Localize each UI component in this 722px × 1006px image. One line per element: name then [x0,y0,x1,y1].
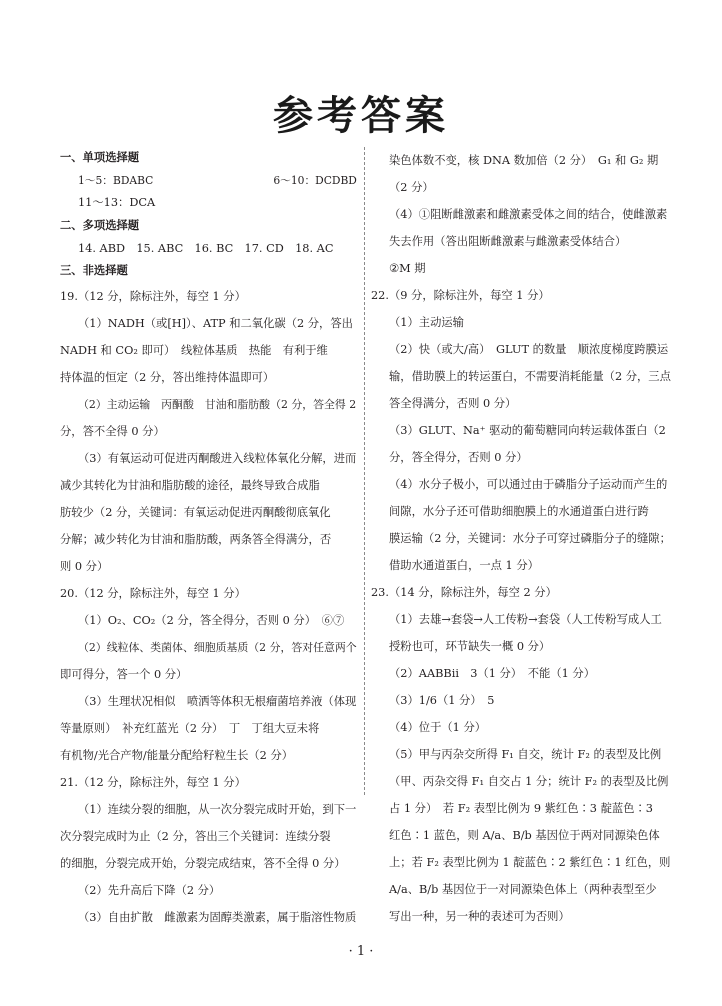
answer-line: 等量原则） 补充红蓝光（2 分） 丁 丁组大豆未将 [60,722,320,736]
answer-line: 次分裂完成时为止（2 分，答出三个关键词：连续分裂 [60,830,331,844]
answer-line: 占 1 分） 若 F₂ 表型比例为 9 紫红色∶3 靛蓝色∶3 [389,802,653,815]
section-heading: 三、非选择题 [60,264,128,278]
answer-line: 间隙，水分子还可借助细胞膜上的水通道蛋白进行跨 [389,505,649,518]
answer-line: 则 0 分） [60,560,109,574]
answer-line: （1）主动运输 [389,316,464,329]
answer-line: 分，答不全得 0 分） [60,425,165,439]
answer-line [60,170,358,193]
answer-line: 减少其转化为甘油和脂肪酸的途径，最终导致合成脂 [60,479,320,493]
left-column [60,147,358,931]
answer-line: （1）去雄→套袋→人工传粉→套袋（人工传粉写成人工 [389,613,662,626]
answer-group: 6～10：DCDBD [273,173,357,187]
answer-line: ②M 期 [389,262,426,275]
answer-line: （4）①阻断雌激素和雌激素受体之间的结合，使雌激素 [389,208,668,221]
answer-line: （5）甲与丙杂交所得 F₁ 自交，统计 F₂ 的表型及比例 [389,748,662,761]
answer-line: 14. ABD 15. ABC 16. BC 17. CD 18. AC [78,241,334,255]
answer-line: 借助水通道蛋白，一点 1 分） [389,559,539,572]
answer-line: 11～13：DCA [78,196,156,210]
answer-line: （1）连续分裂的细胞，从一次分裂完成时开始，到下一 [78,803,357,817]
answer-line: （3）1/6（1 分） 5 [389,694,495,707]
answer-line: （2 分） [389,181,434,194]
answer-line: （4）水分子极小，可以通过由于磷脂分子运动而产生的 [389,478,668,491]
answer-line: 上；若 F₂ 表型比例为 1 靛蓝色∶2 紫红色∶1 红色，则 [389,856,671,869]
answer-line: （3）自由扩散 雌激素为固醇类激素，属于脂溶性物质 [78,911,357,925]
page-number: · 1 · [348,944,374,959]
answer-line: （1）O₂、CO₂（2 分，答全得分，否则 0 分） ⑥⑦ [78,614,345,628]
right-column [371,147,683,930]
answer-line: 输，借助膜上的转运蛋白，不需要消耗能量（2 分，三点 [389,370,671,383]
question-header: 23.（14 分，除标注外，每空 2 分） [371,586,557,599]
answer-line: （2）AABBii 3（1 分） 不能（1 分） [389,667,595,680]
question-header: 19.（12 分，除标注外，每空 1 分） [60,290,246,304]
question-header: 21.（12 分，除标注外，每空 1 分） [60,776,246,790]
section-heading: 二、多项选择题 [60,219,140,233]
question-header: 22.（9 分，除标注外，每空 1 分） [371,289,550,302]
answer-line: 答全得满分，否则 0 分） [389,397,517,410]
question-header: 20.（12 分，除标注外，每空 1 分） [60,587,246,601]
answer-line: A/a、B/b 基因位于一对同源染色体上（两种表型至少 [389,883,657,896]
answer-line: （2）先升高后下降（2 分） [78,884,221,898]
answer-line: 有机物/光合产物/能量分配给籽粒生长（2 分） [60,749,294,763]
answer-group: 1～5：BDABC [78,173,154,187]
answer-line: 分，答全得分，否则 0 分） [389,451,528,464]
answer-line: 红色∶1 蓝色，则 A/a、B/b 基因位于两对同源染色体 [389,829,660,842]
answer-line: 授粉也可，环节缺失一概 0 分） [389,640,551,653]
answer-line: 的细胞，分裂完成开始，分裂完成结束，答不全得 0 分） [60,857,346,871]
answer-line: 膜运输（2 分，关键词：水分子可穿过磷脂分子的缝隙； [389,532,671,545]
answer-line: 分解；减少转化为甘油和脂肪酸，两条答全得满分，否 [60,533,332,547]
answer-line: （甲、丙杂交得 F₁ 自交占 1 分；统计 F₂ 的表型及比例 [389,775,669,788]
column-divider [364,147,365,795]
page-title: 参考答案 [273,93,449,139]
answer-line: 失去作用（答出阻断雌激素与雌激素受体结合） [389,235,627,248]
answer-line: （2）快（或大/高） GLUT 的数量 顺浓度梯度跨膜运 [389,343,669,356]
answer-line: （2）线粒体、类菌体、细胞质基质（2 分，答对任意两个 [78,641,357,655]
answer-line: （3）生理状况相似 喷洒等体积无根瘤菌培养液（体现 [78,695,357,709]
answer-line: 即可得分，答一个 0 分） [60,668,188,682]
answer-line: 持体温的恒定（2 分，答出维持体温即可） [60,371,275,385]
answer-line: （2）主动运输 丙酮酸 甘油和脂肪酸（2 分，答全得 2 [78,398,357,412]
answer-line: （4）位于（1 分） [389,721,487,734]
answer-line: NADH 和 CO₂ 即可） 线粒体基质 热能 有利于维 [60,344,328,358]
answer-line: 写出一种，另一种的表述可为否则） [389,910,570,923]
answer-line: 染色体数不变，核 DNA 数加倍（2 分） G₁ 和 G₂ 期 [389,154,659,167]
answer-line: （1）NADH（或[H]）、ATP 和二氧化碳（2 分，答出 [78,317,353,331]
answer-line: （3）GLUT、Na⁺ 驱动的葡萄糖同向转运载体蛋白（2 [389,424,666,437]
section-heading: 一、单项选择题 [60,151,140,164]
answer-line: 肪较少（2 分，关键词：有氧运动促进丙酮酸彻底氧化 [60,506,331,520]
answer-line: （3）有氧运动可促进丙酮酸进入线粒体氧化分解，进而 [78,452,357,466]
